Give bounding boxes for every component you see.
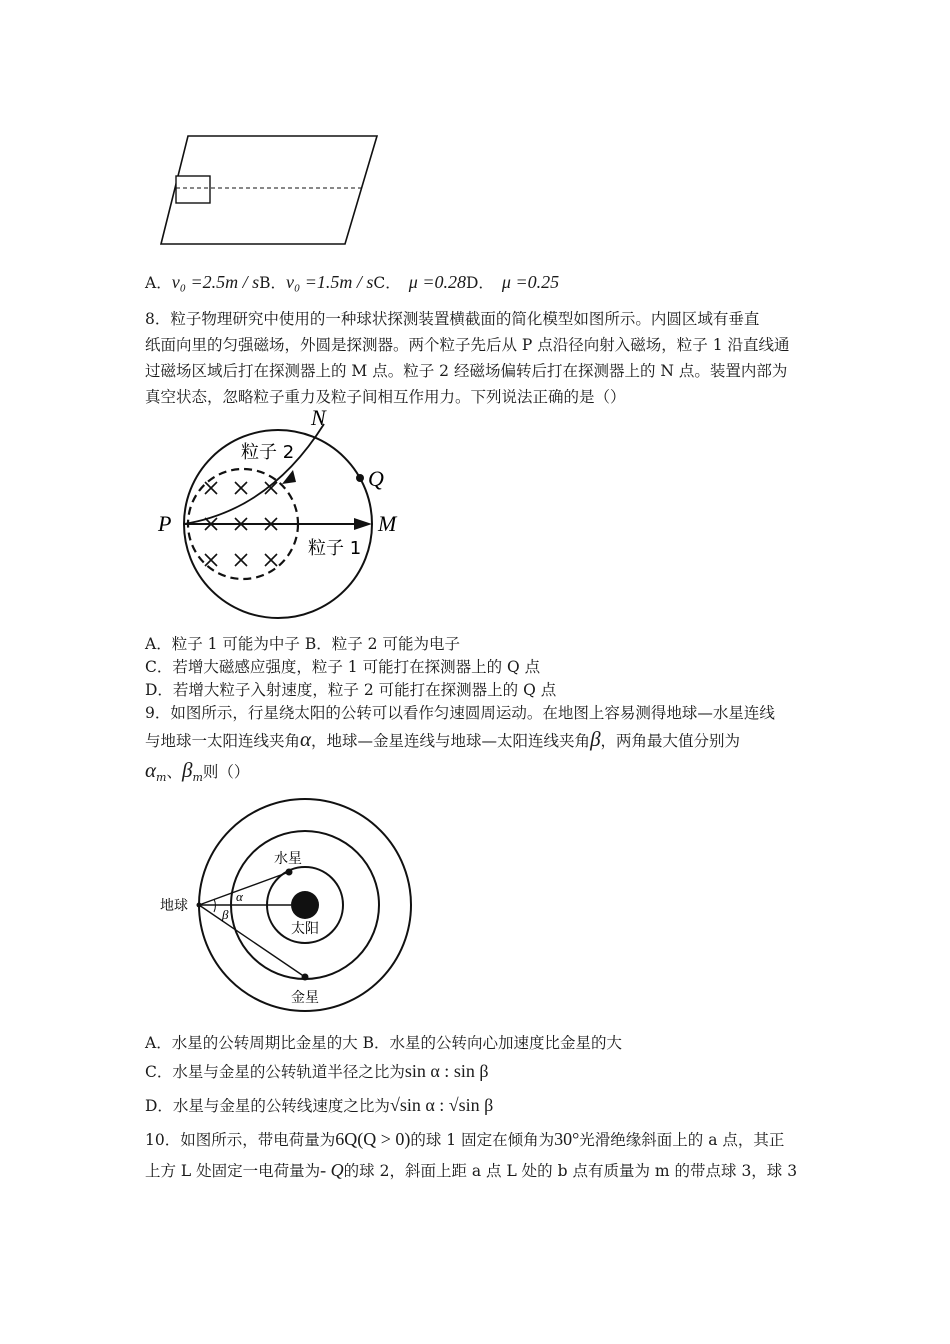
q8-particle2-path: [184, 424, 324, 524]
q9-option-d: [145, 1095, 493, 1116]
q7-options: [145, 272, 559, 293]
q8-label-n: N: [311, 405, 326, 430]
q8-label-particle1: 粒子 1: [308, 538, 362, 559]
q9-stem-line-2-b: ，地球—金星连线与地球—太阳连线夹角: [311, 732, 591, 750]
q10-angle-30: 30°: [554, 1129, 580, 1149]
q7-option-b: v₀ =1.5m / s: [286, 272, 374, 292]
q9-label-sun: 太阳: [291, 921, 319, 937]
q9-mercury-dot: [286, 869, 293, 876]
q9-option-c: [145, 1061, 488, 1082]
q7-option-c-prefix: C．: [373, 274, 401, 292]
q9-stem-line-2-c: ，两角最大值分别为: [600, 732, 741, 750]
q7-figure: [155, 128, 385, 252]
q8-label-m: M: [378, 511, 397, 536]
q9-earth-venus-line: [199, 905, 305, 977]
q10-line-2-a: 上方 L 处固定一电荷量为: [145, 1162, 321, 1180]
q9-alpha-m-sub: m: [156, 771, 167, 785]
q7-option-c: μ =0.28: [408, 272, 466, 292]
q10-line-1-a: 10．如图所示，带电荷量为: [145, 1131, 336, 1149]
q9-option-d-text: D．水星与金星的公转线速度之比为: [145, 1097, 390, 1115]
q8-stem-line-2: 纸面向里的匀强磁场，外圆是探测器。两个粒子先后从 P 点沿径向射入磁场，粒子 1 沿直线通: [145, 336, 790, 354]
q9-option-ab: A．水星的公转周期比金星的大 B．水星的公转向心加速度比金星的大: [145, 1034, 623, 1052]
q9-separator: 、: [166, 763, 182, 781]
q9-alpha-m: α: [145, 758, 157, 782]
q10-line-1-c: 光滑绝缘斜面上的 a 点，其正: [579, 1131, 785, 1149]
q8-particle2-arrowhead: [282, 470, 296, 484]
q9-option-c-text: C．水星与金星的公转轨道半径之比为: [145, 1063, 405, 1081]
q7-option-b-prefix: B．: [259, 274, 286, 292]
q9-venus-dot: [302, 974, 309, 981]
q10-line-1: [145, 1129, 784, 1150]
q9-label-earth: 地球: [160, 898, 188, 914]
q9-label-venus: 金星: [291, 990, 319, 1006]
q7-option-a: v₀ =2.5m / s: [171, 272, 260, 292]
q9-beta-m: β: [181, 758, 193, 782]
q10-line-1-b: 的球 1 固定在倾角为: [410, 1131, 555, 1149]
q7-option-d: μ =0.25: [501, 272, 560, 292]
q9-stem-line-3: [145, 760, 249, 788]
q10-line-2: [145, 1160, 797, 1181]
q9-alpha: α: [300, 727, 312, 751]
q8-stem-line-1: 8．粒子物理研究中使用的一种球状探测装置横截面的简化模型如图所示。内圆区域有垂直: [145, 310, 760, 328]
q9-stem-line-3-end: 则（）: [202, 763, 250, 781]
q9-stem-line-2: [145, 729, 740, 751]
q7-option-a-prefix: A．: [145, 274, 172, 292]
q9-beta-m-sub: m: [192, 771, 203, 785]
q9-label-mercury: 水星: [274, 851, 302, 867]
q9-earth-mercury-line: [199, 872, 289, 905]
q8-label-particle2: 粒子 2: [241, 442, 295, 463]
q8-option-ab: A．粒子 1 可能为中子 B．粒子 2 可能为电子: [145, 635, 460, 653]
q8-label-p: P: [158, 511, 172, 536]
q8-option-c: C．若增大磁感应强度，粒子 1 可能打在探测器上的 Q 点: [145, 658, 541, 676]
q10-charge-6q: 6Q(Q > 0): [335, 1129, 411, 1149]
q8-point-q: [356, 474, 364, 482]
q8-figure: [150, 400, 420, 635]
q8-label-q: Q: [368, 466, 384, 491]
q8-stem-line-4: 真空状态，忽略粒子重力及粒子间相互作用力。下列说法正确的是（）: [145, 388, 626, 406]
q9-label-beta: β: [222, 907, 229, 922]
q9-stem-line-2-a: 与地球一太阳连线夹角: [145, 732, 301, 750]
q9-figure: [150, 795, 420, 1025]
q9-beta: β: [590, 727, 601, 751]
q7-block: [176, 176, 210, 203]
q8-particle1-arrowhead: [354, 518, 372, 530]
q7-option-d-prefix: D．: [465, 274, 494, 292]
q9-option-c-math: sin α : sin β: [404, 1061, 489, 1081]
q10-line-2-b: 的球 2，斜面上距 a 点 L 处的 b 点有质量为 m 的带点球 3，球 3: [343, 1162, 798, 1180]
q9-label-alpha: α: [236, 889, 243, 904]
q9-option-d-math: √sin α : √sin β: [389, 1095, 494, 1115]
q9-earth-dot: [197, 903, 202, 908]
q9-sun: [291, 891, 319, 919]
q8-stem-line-3: 过磁场区域后打在探测器上的 M 点。粒子 2 经磁场偏转后打在探测器上的 N 点。装置内部为: [145, 362, 788, 380]
q10-charge-neg-q: - Q: [320, 1160, 344, 1180]
q9-stem-line-1: 9．如图所示，行星绕太阳的公转可以看作匀速圆周运动。在地图上容易测得地球—水星连线: [145, 704, 775, 722]
q8-option-d: D．若增大粒子入射速度，粒子 2 可能打在探测器上的 Q 点: [145, 681, 557, 699]
